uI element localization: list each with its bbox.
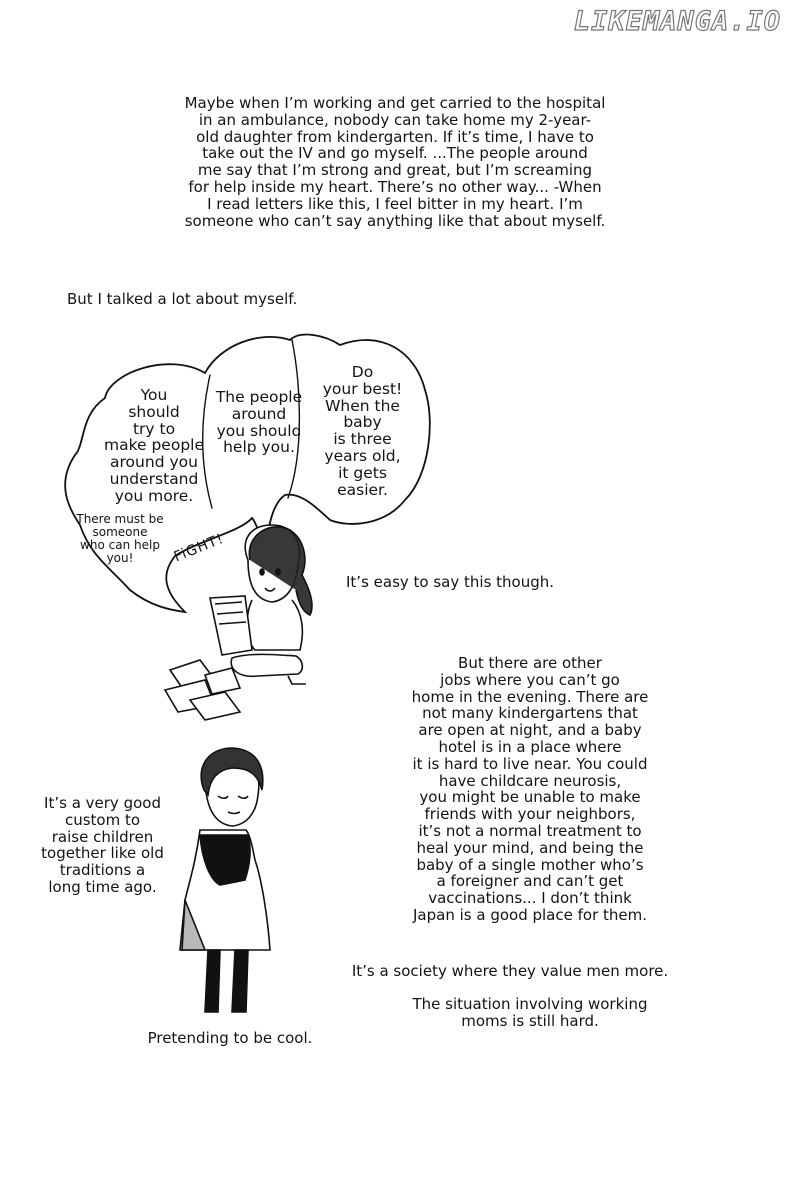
other-jobs-text: But there are other jobs where you can’t go home in the evening. There are not many kindergartens that are open at night, and a baby hotel is in a place where it is hard to live near. You could have childcare neurosis, you might be unable to make friends with your neighbors, it’s not a normal treatment to heal your mind, and being the baby of a single mother who’s a foreigner and can’t get vaccinations... I don’t think Japan is a good place for them.	[411, 654, 649, 924]
cool-caption: Pretending to be cool.	[147, 1029, 313, 1047]
talked-about-myself-text: But I talked a lot about myself.	[67, 290, 298, 308]
bubble-small-text: There must be someone who can help you!	[76, 512, 164, 565]
custom-text: It’s a very good custom to raise children together like old traditions a long time ago.	[41, 794, 164, 896]
situation-text: The situation involving working moms is still hard.	[412, 995, 648, 1030]
bubble-left-text: You should try to make people around you understand you more.	[103, 386, 205, 505]
watermark: LIKEMANGA.IO	[573, 6, 781, 37]
fight-sound-effect: FiGHT!	[171, 530, 227, 566]
easy-to-say-text: It’s easy to say this though.	[346, 573, 555, 591]
bubble-right-text: Do your best! When the baby is three years old, it gets easier.	[322, 363, 403, 499]
society-text: It’s a society where they value men more.	[351, 962, 669, 980]
standing-woman-drawing	[180, 748, 270, 1012]
intro-letter-text: Maybe when I’m working and get carried to the hospital in an ambulance, nobody can take home my 2-year- old daughter from kindergarten. If it’s time, I have to take out the IV and go myself. ...The people around me say that I’m strong and great, but I’m screaming for help inside my heart. There’s no other way... -When I read letters like this, I feel bitter in my heart. I’m someone who can’t say anything like that about myself.	[184, 94, 606, 230]
bubble-middle-text: The people around you should help you.	[215, 388, 303, 457]
